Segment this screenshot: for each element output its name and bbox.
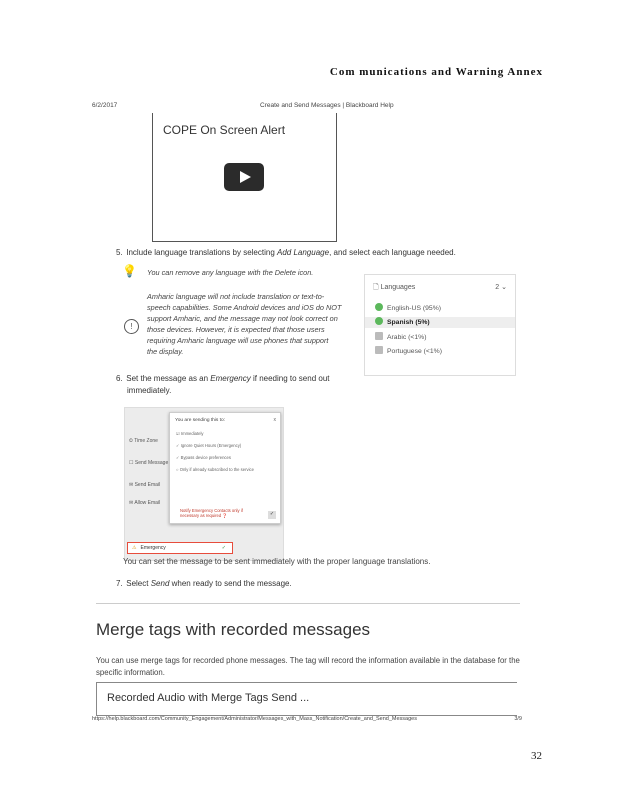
step-text-line2: immediately. bbox=[127, 386, 172, 395]
close-icon[interactable]: x bbox=[273, 417, 276, 423]
language-item[interactable]: Spanish (5%) bbox=[365, 317, 515, 328]
step-6 bbox=[116, 373, 330, 397]
video-player[interactable] bbox=[152, 113, 337, 242]
warning-line: the display. bbox=[147, 347, 184, 356]
step-text: Include language translations by selecting bbox=[126, 248, 277, 257]
popup-option[interactable]: ☑ Immediately bbox=[176, 431, 204, 436]
emergency-settings-screenshot bbox=[124, 407, 284, 561]
section-divider bbox=[96, 603, 520, 604]
print-page: 3/9 bbox=[514, 716, 522, 722]
info-icon: ! bbox=[124, 319, 139, 334]
warning-line: support Amharic, and the message may not look correct on bbox=[147, 314, 338, 323]
check-circle-icon bbox=[375, 303, 383, 311]
play-button-icon[interactable] bbox=[224, 163, 264, 191]
delivery-popup bbox=[169, 412, 281, 524]
languages-header: 🗋 Languages bbox=[373, 284, 416, 291]
section-body: You can use merge tags for recorded phone messages. The tag will record the information available in the database for the specific information. bbox=[96, 656, 520, 677]
step-emphasis: Add Language bbox=[277, 248, 330, 257]
print-url: https://help.blackboard.com/Community_Engagement/Administrator/Messages_with_Mass_Notification/Create_and_Send_Messages bbox=[92, 716, 417, 722]
recorded-video-title: Recorded Audio with Merge Tags Send ... bbox=[107, 692, 310, 704]
language-item[interactable]: English-US (95%) bbox=[375, 303, 441, 312]
step-text-end: if needing to send out bbox=[250, 374, 330, 383]
languages-count[interactable]: 2 ⌄ bbox=[495, 284, 507, 291]
side-item: ⏲ Time Zone bbox=[129, 438, 158, 444]
warning-line: those devices. However, it is expected that those users bbox=[147, 325, 325, 334]
step-text-end: , and select each language needed. bbox=[329, 248, 456, 257]
warning-line: Amharic language will not include translation or text-to- bbox=[147, 292, 325, 301]
warning-text bbox=[147, 291, 341, 357]
warning-icon: ⚠ bbox=[132, 545, 137, 551]
step-number: 7. bbox=[116, 579, 123, 588]
emergency-label: Emergency bbox=[140, 545, 166, 551]
popup-confirm-button[interactable]: ✓ bbox=[269, 511, 275, 517]
step-number: 5. bbox=[116, 248, 123, 257]
emergency-select[interactable] bbox=[127, 542, 233, 554]
printer-icon bbox=[375, 346, 383, 354]
page-number: 32 bbox=[531, 750, 542, 762]
print-date: 6/2/2017 bbox=[92, 102, 118, 109]
after-screenshot-text: You can set the message to be sent immediately with the proper language translations. bbox=[123, 557, 431, 566]
step-5 bbox=[116, 248, 456, 257]
step-7 bbox=[116, 579, 292, 588]
print-page-title: Create and Send Messages | Blackboard Help bbox=[260, 102, 394, 109]
warning-line: requiring Amharic language will use phones that support bbox=[147, 336, 329, 345]
warning-line: speech capabilities. Some Android devices and iOS do NOT bbox=[147, 303, 342, 312]
lightbulb-icon: 💡 bbox=[122, 264, 137, 278]
step-text-end: when ready to send the message. bbox=[169, 579, 292, 588]
check-circle-icon bbox=[375, 317, 383, 325]
recorded-audio-video[interactable] bbox=[96, 682, 517, 716]
section-heading: Merge tags with recorded messages bbox=[96, 620, 371, 639]
language-item[interactable]: Portuguese (<1%) bbox=[375, 346, 442, 355]
side-item: ✉ Allow Email bbox=[129, 500, 161, 506]
languages-panel bbox=[364, 274, 516, 376]
step-number: 6. bbox=[116, 374, 123, 383]
step-text: Select bbox=[126, 579, 151, 588]
popup-option[interactable]: ○ Only if already subscribed to the service bbox=[176, 467, 254, 472]
video-title: COPE On Screen Alert bbox=[163, 123, 286, 137]
popup-title: You are sending this to: bbox=[175, 418, 225, 423]
side-item: ✉ Send Email bbox=[129, 482, 161, 488]
running-title: Com munications and Warning Annex bbox=[329, 66, 543, 78]
language-item[interactable]: Arabic (<1%) bbox=[375, 332, 426, 341]
check-icon: ✓ bbox=[221, 545, 226, 551]
step-emphasis: Send bbox=[150, 579, 170, 588]
tip-text: You can remove any language with the Delete icon. bbox=[147, 268, 314, 277]
monitor-icon bbox=[375, 332, 383, 340]
popup-red-note: Notify Emergency Contacts only if necessary as required ❓ bbox=[180, 508, 243, 518]
popup-option[interactable]: ✓ Ignore Quiet Hours (Emergency) bbox=[176, 443, 242, 448]
print-footer bbox=[92, 716, 522, 722]
step-emphasis: Emergency bbox=[210, 374, 251, 383]
popup-option[interactable]: ✓ Bypass device preferences bbox=[176, 455, 231, 460]
step-text: Set the message as an bbox=[126, 374, 211, 383]
side-item: ☐ Send Message bbox=[129, 460, 169, 466]
